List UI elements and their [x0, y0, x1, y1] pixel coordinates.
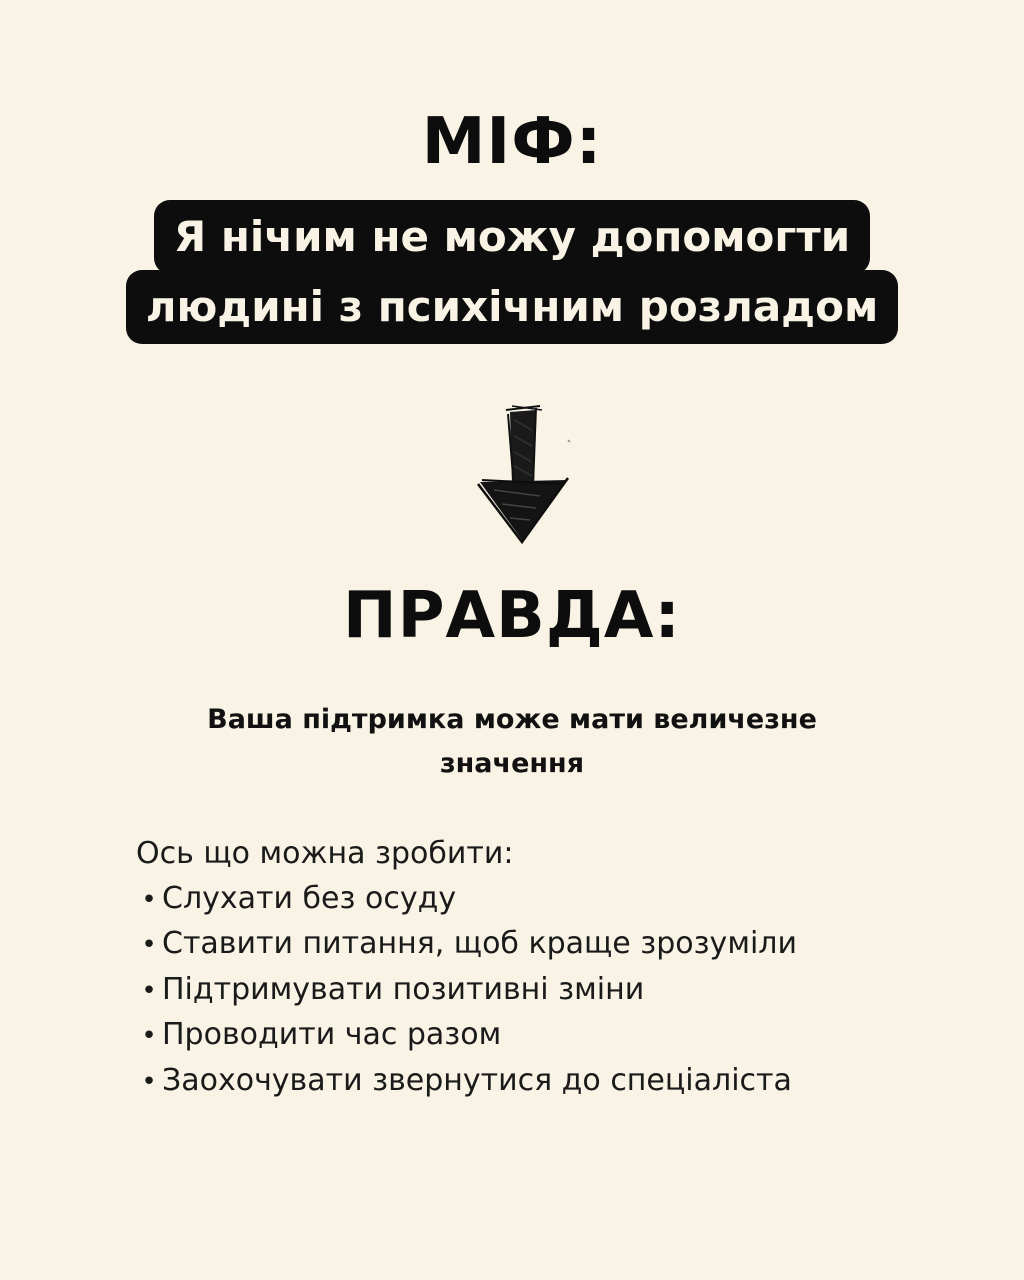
actions-intro: Ось що можна зробити: [136, 836, 514, 871]
myth-statement-line-2: людині з психічним розладом [126, 270, 899, 344]
list-item [136, 1059, 936, 1105]
list-item [136, 922, 936, 968]
truth-statement-line-2: значення [439, 748, 585, 779]
list-item-text: Ставити питання, щоб краще зрозуміли [162, 926, 797, 961]
bullet-icon: • [141, 1066, 157, 1097]
truth-statement [150, 698, 874, 786]
list-item-text: Проводити час разом [162, 1017, 502, 1052]
bullet-icon: • [141, 930, 157, 960]
list-item [136, 1013, 936, 1059]
bullet-icon: • [141, 884, 157, 915]
list-item [136, 877, 936, 923]
truth-heading: ПРАВДА: [343, 579, 681, 653]
list-item-text: Заохочувати звернутися до спеціаліста [162, 1062, 792, 1098]
list-item-text: Підтримувати позитивні зміни [162, 971, 645, 1007]
list-item [136, 968, 936, 1014]
truth-statement-line-1: Ваша підтримка може мати величезне [207, 704, 817, 735]
bullet-icon: • [141, 975, 157, 1006]
actions-list [136, 832, 936, 1104]
down-arrow-icon [470, 400, 580, 550]
myth-statement [0, 200, 1024, 344]
bullet-icon: • [141, 1021, 157, 1051]
myth-statement-line-1: Я нічим не можу допомогти [154, 200, 870, 274]
myth-heading: МІФ: [421, 105, 603, 179]
list-item-text: Слухати без осуду [162, 880, 457, 916]
